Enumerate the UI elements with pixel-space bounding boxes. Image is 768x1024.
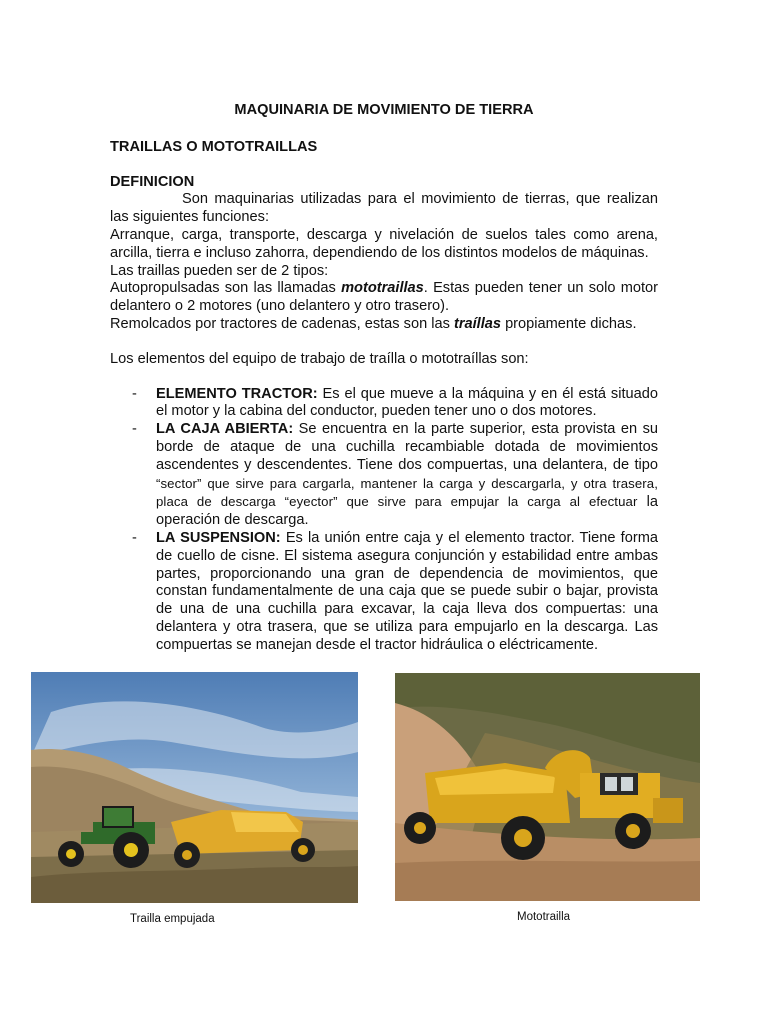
list-item	[110, 530, 658, 655]
list-term: LA CAJA ABIERTA:	[156, 421, 294, 438]
figure-caption-right: Mototrailla	[517, 911, 571, 923]
document-body	[110, 102, 658, 655]
towed-scraper-illustration	[31, 672, 358, 903]
list-text: Se encuentra en la parte superior, esta provista en su borde de ataque de una cuchilla recambiable dotada de movimientos ascendentes y descendentes. Tiene dos compuertas, una delantera, de tipo	[156, 421, 658, 473]
list-item	[110, 386, 658, 422]
text-segment: Autopropulsadas son las llamadas	[110, 280, 342, 297]
definition-heading: DEFINICION	[110, 173, 195, 190]
list-text: Es el que mueve a la máquina y en él está situado el motor y la cabina del conductor, pueden tener uno o dos motores.	[156, 385, 658, 420]
paragraph-towed	[110, 316, 658, 334]
emphasis-traillas: traíllas	[453, 315, 502, 332]
list-item	[110, 421, 658, 530]
paragraph-types: Las traillas pueden ser de 2 tipos:	[110, 262, 329, 279]
mototrailla-illustration	[395, 673, 700, 901]
emphasis-mototraillas: mototraillas	[341, 280, 424, 297]
text-segment: . Estas pueden tener un solo motor delantero o 2 motores (uno delantero y otro trasero).	[110, 280, 659, 315]
towed-scraper-photo	[31, 672, 358, 903]
text-segment: propiamente dichas.	[501, 315, 637, 332]
figure-caption-left: Trailla empujada	[130, 913, 215, 925]
text-segment: Remolcados por tractores de cadenas, estas son las	[110, 315, 454, 332]
paragraph-self-propelled	[110, 280, 658, 316]
paragraph-functions: Arranque, carga, transporte, descarga y nivelación de suelos tales como arena, arcilla, tierra e incluso zahorra, dependiendo de los distintos modelos de máquinas.	[110, 226, 658, 261]
paragraph-elements-intro: Los elementos del equipo de trabajo de traílla o mototraíllas son:	[110, 350, 529, 367]
list-text: la operación de descarga.	[156, 494, 658, 529]
section-title: TRAILLAS O MOTOTRAILLAS	[110, 138, 318, 155]
list-text: Es la unión entre caja y el elemento tractor. Tiene forma de cuello de cisne. El sistema asegura conjunción y estabilidad entre ambas partes, proporcionando una gran de dependencia de movimientos, que constan fundamentalmente de una caja que se puede subir o bajar, provista de una de una cuchilla para excavar, la caja lleva dos compuertas: una delantera y otra trasera, que se utiliza para empujarlo en la descarga. Las compuertas se manejan desde el tractor hidráulica o eléctricamente.	[156, 529, 658, 653]
mototrailla-photo	[395, 673, 700, 901]
document-title: MAQUINARIA DE MOVIMIENTO DE TIERRA	[234, 102, 534, 118]
elements-list	[110, 386, 658, 655]
list-text: “sector” que sirve para cargarla, mantener la carga y descargarla, y otra trasera, placa de descarga “eyector” que sirve para empujar la carga al efectuar	[156, 475, 658, 510]
list-term: LA SUSPENSION:	[156, 529, 281, 546]
paragraph-intro: Son maquinarias utilizadas para el movimiento de tierras, que realizan las siguientes funciones:	[110, 191, 658, 226]
list-term: ELEMENTO TRACTOR:	[156, 385, 318, 402]
